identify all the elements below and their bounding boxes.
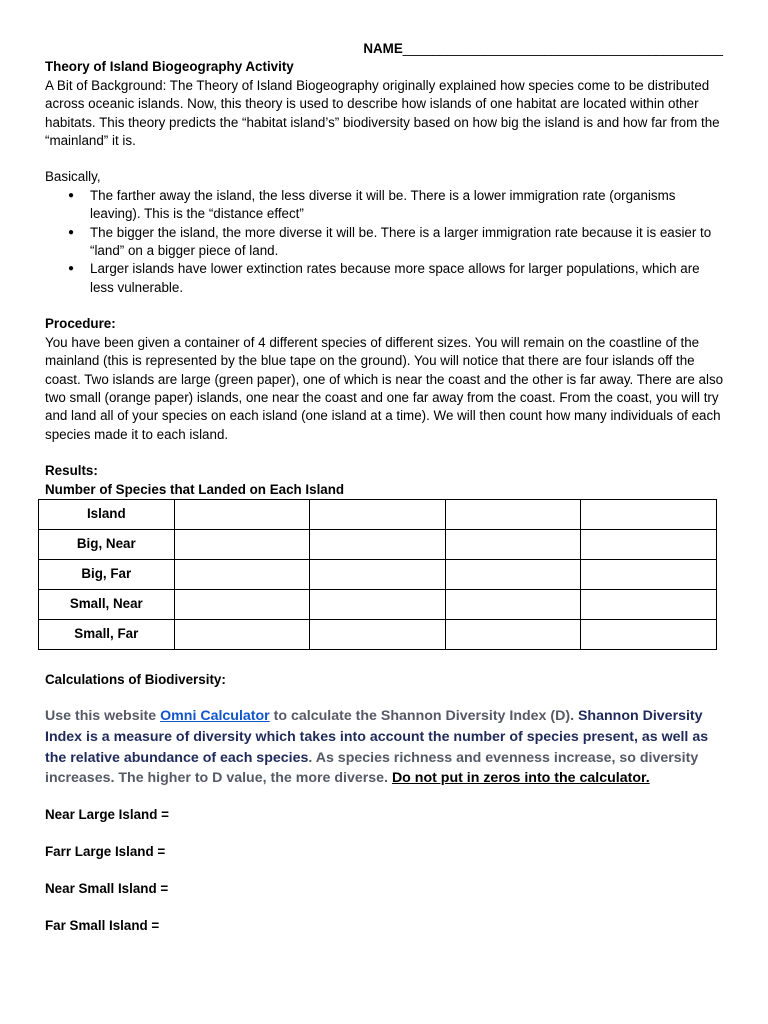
table-cell[interactable] bbox=[174, 559, 310, 589]
table-cell[interactable] bbox=[581, 619, 717, 649]
row-label: Big, Far bbox=[39, 559, 175, 589]
procedure-paragraph: You have been given a container of 4 different species of different sizes. You will remain on the coastline of the mainland (this is represented by the blue tape on the ground). You will notice that there are four islands off the coast. Two islands are large (green paper), one of which is near the coast and the other is far away. There are also two small (orange paper) islands, one near the coast and one far away from the coast. From the coast, you will try and land all of your species on each island (one island at a time). We will then count how many individuals of each species made it to each island. bbox=[45, 334, 724, 442]
table-cell[interactable] bbox=[581, 499, 717, 529]
calc-intro: Use this website bbox=[45, 708, 161, 725]
table-cell[interactable] bbox=[174, 619, 310, 649]
name-blank: ___________________________________________ bbox=[402, 41, 723, 56]
island-answer-line: Farr Large Island = bbox=[45, 843, 166, 859]
table-cell[interactable] bbox=[581, 589, 717, 619]
bullet-item: ● The bigger the island, the more diverse it will be. There is a larger immigration rate because it is easier to “land” on a bigger piece of land. bbox=[90, 224, 725, 261]
table-cell[interactable] bbox=[445, 499, 581, 529]
table-row bbox=[39, 589, 717, 619]
table-cell[interactable] bbox=[581, 529, 717, 559]
name-label: NAME bbox=[363, 41, 403, 56]
calculations-heading: Calculations of Biodiversity: bbox=[45, 671, 226, 687]
table-row bbox=[39, 559, 717, 589]
results-heading: Results: bbox=[45, 463, 98, 479]
table-cell[interactable] bbox=[310, 589, 446, 619]
table-cell[interactable] bbox=[310, 499, 446, 529]
row-label: Island bbox=[39, 499, 175, 529]
calculations-paragraph bbox=[45, 706, 725, 788]
table-row bbox=[39, 619, 717, 649]
island-answer-line: Near Large Island = bbox=[45, 806, 169, 822]
row-label: Small, Far bbox=[39, 619, 175, 649]
background-paragraph: A Bit of Background: The Theory of Island Biogeography originally explained how species come to be distributed across oceanic islands. Now, this theory is used to describe how islands of one habitat are located within other habitats. This theory predicts the “habitat island’s” biodiversity based on how big the island is and how far from the “mainland” it is. bbox=[45, 77, 720, 149]
table-cell[interactable] bbox=[445, 619, 581, 649]
table-cell[interactable] bbox=[174, 589, 310, 619]
bullet-list bbox=[45, 187, 725, 297]
results-table bbox=[38, 499, 717, 650]
table-cell[interactable] bbox=[310, 619, 446, 649]
page-title: Theory of Island Biogeography Activity bbox=[45, 59, 294, 75]
calc-after-link: to calculate the Shannon Diversity Index (D). bbox=[269, 708, 578, 725]
omni-calculator-link[interactable]: Omni Calculator bbox=[160, 708, 270, 725]
bullet-item: ● Larger islands have lower extinction rates because more space allows for larger populations, which are less vulnerable. bbox=[90, 260, 725, 297]
island-answer-line: Far Small Island = bbox=[45, 917, 160, 933]
bullet-item: ● The farther away the island, the less diverse it will be. There is a lower immigration rate (organisms leaving). This is the “distance effect” bbox=[90, 187, 725, 224]
row-label: Big, Near bbox=[39, 529, 175, 559]
table-cell[interactable] bbox=[445, 559, 581, 589]
table-cell[interactable] bbox=[310, 559, 446, 589]
name-line bbox=[45, 40, 723, 58]
calc-definition: Shannon Diversity Index is a measure of diversity which takes into account the number of species present, as well as the relative abundance of each species bbox=[45, 708, 709, 766]
calc-mid: . As species richness and evenness increase, so diversity increases. The higher to D value, the more diverse. bbox=[45, 749, 699, 787]
table-title: Number of Species that Landed on Each Island bbox=[45, 481, 345, 497]
table-row bbox=[39, 529, 717, 559]
table-cell[interactable] bbox=[445, 529, 581, 559]
worksheet-page bbox=[45, 40, 725, 954]
table-cell[interactable] bbox=[581, 559, 717, 589]
table-cell[interactable] bbox=[445, 589, 581, 619]
table-cell[interactable] bbox=[174, 529, 310, 559]
basically-label: Basically, bbox=[45, 169, 101, 185]
table-row bbox=[39, 499, 717, 529]
row-label: Small, Near bbox=[39, 589, 175, 619]
table-cell[interactable] bbox=[310, 529, 446, 559]
table-cell[interactable] bbox=[174, 499, 310, 529]
procedure-heading: Procedure: bbox=[45, 316, 116, 332]
island-answer-line: Near Small Island = bbox=[45, 880, 169, 896]
calc-warning: Do not put in zeros into the calculator. bbox=[391, 770, 650, 787]
